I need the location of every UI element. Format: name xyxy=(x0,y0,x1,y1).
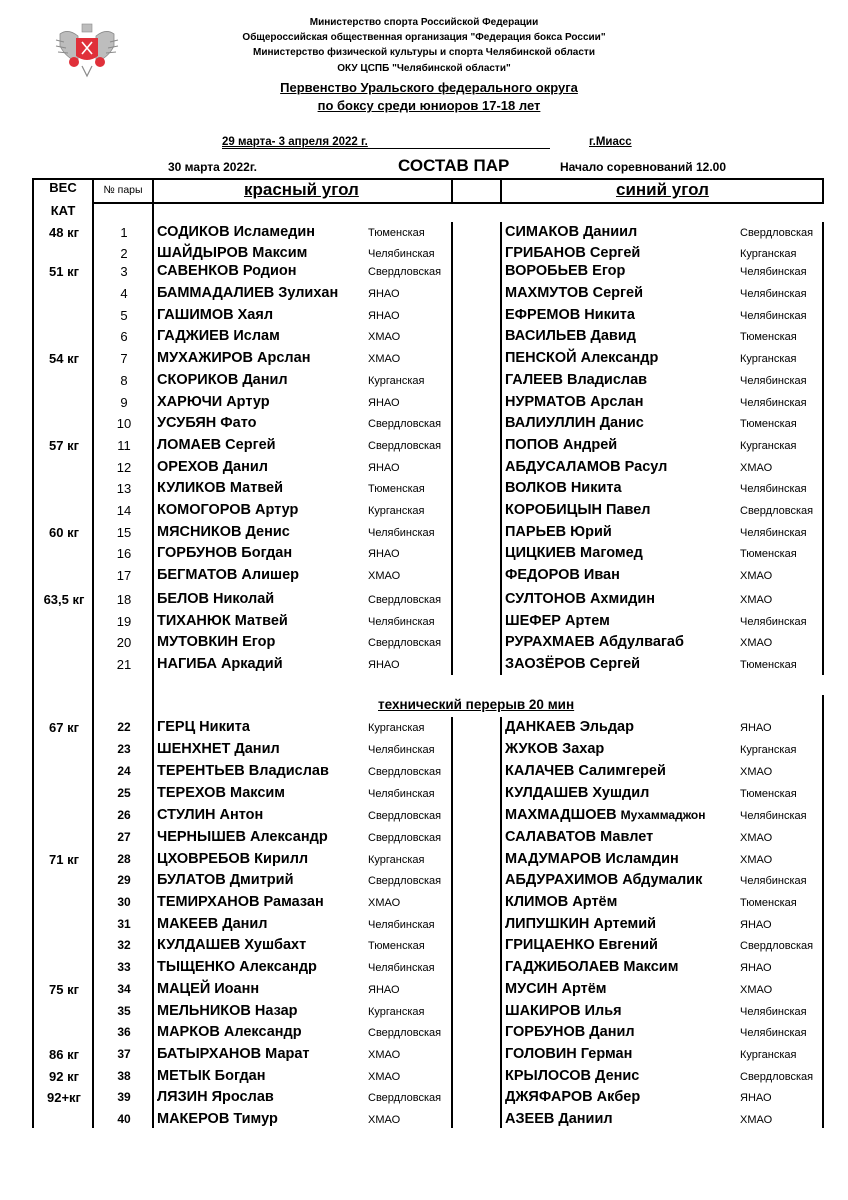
red-corner-region: Курганская xyxy=(368,505,425,517)
org-line-4: ОКУ ЦСПБ "Челябинской области" xyxy=(337,63,511,74)
red-corner-boxer: КУЛДАШЕВ Хушбахт xyxy=(157,937,307,953)
blue-corner-region: ХМАО xyxy=(740,854,773,866)
blue-corner-region: Челябинская xyxy=(740,527,807,539)
blue-corner-boxer: КУЛДАШЕВ Хушдил xyxy=(505,785,650,801)
red-corner-region: Челябинская xyxy=(368,788,435,800)
blue-corner-boxer: КЛИМОВ Артём xyxy=(505,894,618,910)
red-corner-boxer: МЕЛЬНИКОВ Назар xyxy=(157,1003,298,1019)
weight-category: 60 кг xyxy=(49,525,79,540)
red-corner-region: Тюменская xyxy=(368,940,425,952)
pair-number: 1 xyxy=(120,225,128,240)
table-row xyxy=(0,1022,848,1043)
event-dates: 29 марта- 3 апреля 2022 г. xyxy=(222,136,550,149)
weight-category: 67 кг xyxy=(49,720,79,735)
technical-break-label: технический перерыв 20 мин xyxy=(378,697,575,712)
red-corner-region: ХМАО xyxy=(368,1049,401,1061)
blue-corner-region: Курганская xyxy=(740,353,797,365)
blue-corner-boxer: СУЛТОНОВ Ахмидин xyxy=(505,591,655,607)
table-row xyxy=(0,761,848,782)
blue-corner-boxer: МАХМУТОВ Сергей xyxy=(505,285,644,301)
red-corner-region: ЯНАО xyxy=(368,288,400,300)
pair-number: 28 xyxy=(117,852,131,866)
blue-corner-boxer: АЗЕЕВ Даниил xyxy=(505,1111,613,1127)
red-corner-region: ХМАО xyxy=(368,1071,401,1083)
table-row xyxy=(0,435,848,456)
blue-corner-region: Тюменская xyxy=(740,788,797,800)
weight-category: 71 кг xyxy=(49,852,79,867)
red-corner-boxer: УСУБЯН Фато xyxy=(157,415,257,431)
competition-day: 30 марта 2022г. xyxy=(168,160,257,174)
blue-corner-region: Свердловская xyxy=(740,940,814,952)
red-corner-region: Курганская xyxy=(368,722,425,734)
document-title: СОСТАВ ПАР xyxy=(398,156,510,175)
pair-number: 16 xyxy=(116,546,132,561)
table-row xyxy=(0,611,848,632)
red-corner-region: Челябинская xyxy=(368,527,435,539)
pair-number: 13 xyxy=(116,481,132,496)
red-corner-boxer: ТЕРЕХОВ Максим xyxy=(157,785,286,801)
pair-number: 22 xyxy=(117,720,131,734)
table-row xyxy=(0,222,848,243)
blue-corner-boxer: ЕФРЕМОВ Никита xyxy=(505,307,635,323)
red-corner-boxer: САВЕНКОВ Родион xyxy=(157,263,297,279)
table-row xyxy=(0,1066,848,1087)
blue-corner-boxer: ГАЛЕЕВ Владислав xyxy=(505,372,648,388)
blue-corner-region: Челябинская xyxy=(740,483,807,495)
table-row xyxy=(0,717,848,738)
red-corner-boxer: МЕТЫК Богдан xyxy=(157,1068,266,1084)
red-corner-boxer: БУЛАТОВ Дмитрий xyxy=(157,872,294,888)
table-row xyxy=(0,543,848,564)
pair-number: 25 xyxy=(117,786,131,800)
table-row xyxy=(0,305,848,326)
table-row xyxy=(0,283,848,304)
red-corner-region: Челябинская xyxy=(368,744,435,756)
blue-corner-region: Челябинская xyxy=(740,288,807,300)
pair-number: 23 xyxy=(117,742,131,756)
blue-corner-boxer: МУСИН Артём xyxy=(505,981,607,997)
table-row xyxy=(0,457,848,478)
event-title-line-2: по боксу среди юниоров 17-18 лет xyxy=(317,98,541,113)
red-corner-boxer: ТЕРЕНТЬЕВ Владислав xyxy=(157,763,329,779)
table-row xyxy=(0,478,848,499)
weight-header-2: КАТ xyxy=(50,203,76,218)
event-city: г.Миасс xyxy=(589,136,632,148)
pair-number: 34 xyxy=(117,982,131,996)
blue-corner-region: ХМАО xyxy=(740,766,773,778)
table-row xyxy=(0,370,848,391)
blue-corner-region: Челябинская xyxy=(740,1006,807,1018)
blue-corner-region: Свердловская xyxy=(740,1071,814,1083)
table-row xyxy=(0,849,848,870)
table-row xyxy=(0,935,848,956)
table-row xyxy=(0,348,848,369)
pair-number: 31 xyxy=(117,917,131,931)
blue-corner-boxer: ВОЛКОВ Никита xyxy=(505,480,622,496)
red-corner-boxer: ГЕРЦ Никита xyxy=(157,719,250,735)
blue-corner-boxer: ФЕДОРОВ Иван xyxy=(505,567,620,583)
blue-corner-region: ЯНАО xyxy=(740,1092,772,1104)
pair-number-header: № пары xyxy=(103,184,143,196)
red-corner-region: Курганская xyxy=(368,375,425,387)
blue-corner-boxer: ПОПОВ Андрей xyxy=(505,437,618,453)
weight-category: 51 кг xyxy=(49,264,79,279)
red-corner-region: Курганская xyxy=(368,854,425,866)
red-column-divider-header xyxy=(451,178,453,203)
red-corner-region: Свердловская xyxy=(368,637,442,649)
blue-corner-boxer: ВАСИЛЬЕВ Давид xyxy=(505,328,636,344)
red-corner-region: ЯНАО xyxy=(368,548,400,560)
table-right-border-header xyxy=(822,178,824,203)
weight-category: 63,5 кг xyxy=(43,592,85,607)
red-corner-boxer: БАММАДАЛИЕВ Зулихан xyxy=(157,285,339,301)
red-corner-boxer: СОДИКОВ Исламедин xyxy=(157,224,316,240)
red-corner-boxer: МАКЕЕВ Данил xyxy=(157,916,268,932)
table-row xyxy=(0,326,848,347)
table-row xyxy=(0,1001,848,1022)
pair-number: 35 xyxy=(117,1004,131,1018)
blue-corner-region: Челябинская xyxy=(740,310,807,322)
table-row xyxy=(0,1087,848,1108)
table-row xyxy=(0,979,848,1000)
red-corner-boxer: БЕГМАТОВ Алишер xyxy=(157,567,300,583)
blue-corner-boxer: АБДУСАЛАМОВ Расул xyxy=(505,459,668,475)
pair-number: 9 xyxy=(120,395,128,410)
red-corner-region: Челябинская xyxy=(368,919,435,931)
red-corner-boxer: ГАДЖИЕВ Ислам xyxy=(157,328,280,344)
red-corner-boxer: СКОРИКОВ Данил xyxy=(157,372,288,388)
table-row xyxy=(0,413,848,434)
weight-category: 86 кг xyxy=(49,1047,79,1062)
red-corner-boxer: ТИХАНЮК Матвей xyxy=(157,613,288,629)
pair-number: 40 xyxy=(117,1112,131,1126)
pair-number: 37 xyxy=(117,1047,131,1061)
red-corner-boxer: КУЛИКОВ Матвей xyxy=(157,480,284,496)
red-corner-boxer: ОРЕХОВ Данил xyxy=(157,459,268,475)
pair-number: 5 xyxy=(120,308,128,323)
table-row xyxy=(0,827,848,848)
blue-corner-region: Челябинская xyxy=(740,810,807,822)
table-row xyxy=(0,565,848,586)
red-corner-boxer: КОМОГОРОВ Артур xyxy=(157,502,299,518)
pair-number: 4 xyxy=(120,286,128,301)
table-row xyxy=(0,589,848,610)
blue-corner-region: Курганская xyxy=(740,440,797,452)
red-corner-boxer: СТУЛИН Антон xyxy=(157,807,264,823)
pair-number: 15 xyxy=(116,525,132,540)
pair-number: 8 xyxy=(120,373,128,388)
blue-corner-region: ЯНАО xyxy=(740,722,772,734)
red-corner-boxer: ШЕНХНЕТ Данил xyxy=(157,741,280,757)
blue-corner-boxer: ГОЛОВИН Герман xyxy=(505,1046,633,1062)
pair-number: 18 xyxy=(116,592,132,607)
red-corner-boxer: ТЫЩЕНКО Александр xyxy=(157,959,317,975)
blue-corner-boxer: ГРИЦАЕНКО Евгений xyxy=(505,937,658,953)
red-corner-boxer: ЧЕРНЫШЕВ Александр xyxy=(157,829,328,845)
pair-number: 38 xyxy=(117,1069,131,1083)
blue-corner-boxer: ПАРЬЕВ Юрий xyxy=(505,524,612,540)
table-row xyxy=(0,1109,848,1130)
table-header-divider xyxy=(92,202,824,204)
blue-corner-boxer: ЦИЦКИЕВ Магомед xyxy=(505,545,643,561)
red-corner-boxer: МАРКОВ Александр xyxy=(157,1024,302,1040)
pair-number: 17 xyxy=(116,568,132,583)
blue-corner-region: Курганская xyxy=(740,1049,797,1061)
blue-corner-region: ХМАО xyxy=(740,1114,773,1126)
weight-header: ВЕС xyxy=(49,180,77,195)
start-time: Начало соревнований 12.00 xyxy=(560,160,727,174)
blue-corner-boxer: МАХМАДШОЕВ Мухаммаджон xyxy=(505,807,706,823)
pair-number: 2 xyxy=(120,246,128,261)
blue-corner-boxer: ШЕФЕР Артем xyxy=(505,613,610,629)
red-corner-region: Свердловская xyxy=(368,418,442,430)
red-corner-region: ЯНАО xyxy=(368,310,400,322)
blue-corner-boxer: ГРИБАНОВ Сергей xyxy=(505,245,641,261)
red-corner-region: Тюменская xyxy=(368,227,425,239)
blue-corner-boxer: ЛИПУШКИН Артемий xyxy=(505,916,657,932)
red-corner-boxer: ЛЯЗИН Ярослав xyxy=(157,1089,274,1105)
table-row xyxy=(0,739,848,760)
weight-category: 48 кг xyxy=(49,225,79,240)
red-corner-region: ЯНАО xyxy=(368,397,400,409)
table-row xyxy=(0,892,848,913)
pair-number: 33 xyxy=(117,960,131,974)
blue-corner-region: Тюменская xyxy=(740,897,797,909)
red-corner-region: ЯНАО xyxy=(368,659,400,671)
pair-number: 12 xyxy=(116,460,132,475)
red-corner-region: Свердловская xyxy=(368,832,442,844)
blue-corner-boxer: ГОРБУНОВ Данил xyxy=(505,1024,635,1040)
blue-corner-region: Свердловская xyxy=(740,505,814,517)
blue-corner-region: ХМАО xyxy=(740,594,773,606)
blue-corner-boxer: ДЖЯФАРОВ Акбер xyxy=(505,1089,641,1105)
blue-corner-boxer: КРЫЛОСОВ Денис xyxy=(505,1068,640,1084)
blue-corner-boxer: АБДУРАХИМОВ Абдумалик xyxy=(505,872,703,888)
pair-number: 6 xyxy=(120,329,128,344)
event-title-line-1: Первенство Уральского федерального округа xyxy=(280,80,578,95)
red-corner-region: ХМАО xyxy=(368,353,401,365)
blue-corner-boxer: КАЛАЧЕВ Салимгерей xyxy=(505,763,666,779)
red-corner-region: Свердловская xyxy=(368,266,442,278)
weight-category: 54 кг xyxy=(49,351,79,366)
pair-number: 20 xyxy=(116,635,132,650)
table-row xyxy=(0,914,848,935)
pair-number: 26 xyxy=(117,808,131,822)
red-corner-boxer: ХАРЮЧИ Артур xyxy=(157,394,270,410)
blue-corner-boxer: ШАКИРОВ Илья xyxy=(505,1003,622,1019)
pair-number: 39 xyxy=(117,1090,131,1104)
red-corner-region: Челябинская xyxy=(368,962,435,974)
red-corner-boxer: МУХАЖИРОВ Арслан xyxy=(157,350,311,366)
weight-category: 92+кг xyxy=(47,1090,81,1105)
blue-corner-region: Курганская xyxy=(740,248,797,260)
red-corner-boxer: МУТОВКИН Егор xyxy=(157,634,276,650)
red-corner-region: ЯНАО xyxy=(368,462,400,474)
red-corner-region: ЯНАО xyxy=(368,984,400,996)
red-corner-header: красный угол xyxy=(244,180,359,199)
red-corner-boxer: ЛОМАЕВ Сергей xyxy=(157,437,276,453)
red-corner-region: ХМАО xyxy=(368,331,401,343)
red-corner-boxer: ГОРБУНОВ Богдан xyxy=(157,545,293,561)
red-corner-boxer: ГАШИМОВ Хаял xyxy=(157,307,274,323)
table-row xyxy=(0,261,848,282)
blue-corner-region: Челябинская xyxy=(740,375,807,387)
table-row xyxy=(0,783,848,804)
table-row xyxy=(0,654,848,675)
red-corner-region: Свердловская xyxy=(368,810,442,822)
pair-number: 21 xyxy=(116,657,132,672)
blue-corner-region: Тюменская xyxy=(740,548,797,560)
pair-number: 29 xyxy=(117,873,131,887)
pair-number: 19 xyxy=(116,614,132,629)
blue-corner-region: Тюменская xyxy=(740,659,797,671)
table-row xyxy=(0,500,848,521)
blue-corner-region: ЯНАО xyxy=(740,919,772,931)
red-corner-region: Свердловская xyxy=(368,440,442,452)
weight-category: 75 кг xyxy=(49,982,79,997)
blue-corner-region: Курганская xyxy=(740,744,797,756)
red-corner-region: ХМАО xyxy=(368,897,401,909)
pair-number: 14 xyxy=(116,503,132,518)
org-line-3: Министерство физической культуры и спорта Челябинской области xyxy=(253,47,595,58)
red-corner-region: ХМАО xyxy=(368,1114,401,1126)
blue-corner-region: Свердловская xyxy=(740,227,814,239)
org-line-2: Общероссийская общественная организация "Федерация бокса России" xyxy=(242,32,606,43)
red-corner-region: Свердловская xyxy=(368,1092,442,1104)
blue-corner-region: Челябинская xyxy=(740,616,807,628)
blue-corner-region: Тюменская xyxy=(740,418,797,430)
blue-corner-region: ХМАО xyxy=(740,637,773,649)
pair-number: 27 xyxy=(117,830,131,844)
red-corner-region: ХМАО xyxy=(368,570,401,582)
red-corner-region: Свердловская xyxy=(368,1027,442,1039)
blue-corner-boxer: РУРАХМАЕВ Абдулвагаб xyxy=(505,634,684,650)
blue-corner-region: Челябинская xyxy=(740,875,807,887)
table-row xyxy=(0,1044,848,1065)
table-row xyxy=(0,957,848,978)
pair-number: 11 xyxy=(117,438,131,453)
blue-corner-boxer: СИМАКОВ Даниил xyxy=(505,224,638,240)
blue-corner-region: Челябинская xyxy=(740,266,807,278)
blue-corner-boxer: ЗАОЗЁРОВ Сергей xyxy=(505,656,641,672)
blue-corner-boxer: САЛАВАТОВ Мавлет xyxy=(505,829,654,845)
pair-number: 24 xyxy=(117,764,131,778)
red-corner-boxer: МАКЕРОВ Тимур xyxy=(157,1111,278,1127)
pair-number: 7 xyxy=(120,351,128,366)
table-row xyxy=(0,805,848,826)
red-corner-region: Свердловская xyxy=(368,594,442,606)
blue-corner-boxer: ГАДЖИБОЛАЕВ Максим xyxy=(505,959,679,975)
blue-corner-region: Челябинская xyxy=(740,1027,807,1039)
table-row xyxy=(0,522,848,543)
red-corner-region: Курганская xyxy=(368,1006,425,1018)
pair-number: 3 xyxy=(120,264,128,279)
blue-corner-region: Тюменская xyxy=(740,331,797,343)
red-corner-boxer: НАГИБА Аркадий xyxy=(157,656,283,672)
red-corner-boxer: ЦХОВРЕБОВ Кирилл xyxy=(157,851,309,867)
blue-corner-boxer: ВАЛИУЛЛИН Данис xyxy=(505,415,644,431)
red-corner-region: Челябинская xyxy=(368,616,435,628)
pair-number: 36 xyxy=(117,1025,131,1039)
blue-corner-region: Челябинская xyxy=(740,397,807,409)
blue-corner-boxer: ЖУКОВ Захар xyxy=(505,741,605,757)
blue-column-divider-header xyxy=(500,178,502,203)
blue-corner-region: ХМАО xyxy=(740,570,773,582)
blue-corner-region: ХМАО xyxy=(740,832,773,844)
blue-corner-boxer: НУРМАТОВ Арслан xyxy=(505,394,644,410)
table-row xyxy=(0,392,848,413)
red-corner-region: Свердловская xyxy=(368,875,442,887)
blue-corner-region: ХМАО xyxy=(740,462,773,474)
red-corner-boxer: БАТЫРХАНОВ Марат xyxy=(157,1046,310,1062)
blue-corner-header: синий угол xyxy=(616,180,709,199)
red-corner-boxer: ШАЙДЫРОВ Максим xyxy=(157,245,308,261)
weight-category: 92 кг xyxy=(49,1069,79,1084)
blue-corner-boxer: ПЕНСКОЙ Александр xyxy=(505,350,659,366)
org-line-1: Министерство спорта Российской Федерации xyxy=(309,17,539,28)
red-corner-region: Челябинская xyxy=(368,248,435,260)
table-row xyxy=(0,870,848,891)
blue-corner-boxer: ДАНКАЕВ Эльдар xyxy=(505,719,634,735)
red-corner-region: Тюменская xyxy=(368,483,425,495)
red-corner-boxer: БЕЛОВ Николай xyxy=(157,591,275,607)
red-corner-region: Свердловская xyxy=(368,766,442,778)
pair-number: 30 xyxy=(117,895,131,909)
blue-corner-boxer: МАДУМАРОВ Исламдин xyxy=(505,851,679,867)
red-corner-boxer: МЯСНИКОВ Денис xyxy=(157,524,290,540)
pair-number: 10 xyxy=(116,416,132,431)
red-corner-boxer: МАЦЕЙ Иоанн xyxy=(157,981,260,997)
pair-number: 32 xyxy=(117,938,131,952)
blue-corner-region: ХМАО xyxy=(740,984,773,996)
blue-corner-boxer: ВОРОБЬЕВ Егор xyxy=(505,263,626,279)
blue-corner-region: ЯНАО xyxy=(740,962,772,974)
blue-corner-boxer: КОРОБИЦЫН Павел xyxy=(505,502,651,518)
red-corner-boxer: ТЕМИРХАНОВ Рамазан xyxy=(157,894,324,910)
weight-category: 57 кг xyxy=(49,438,79,453)
table-row xyxy=(0,632,848,653)
